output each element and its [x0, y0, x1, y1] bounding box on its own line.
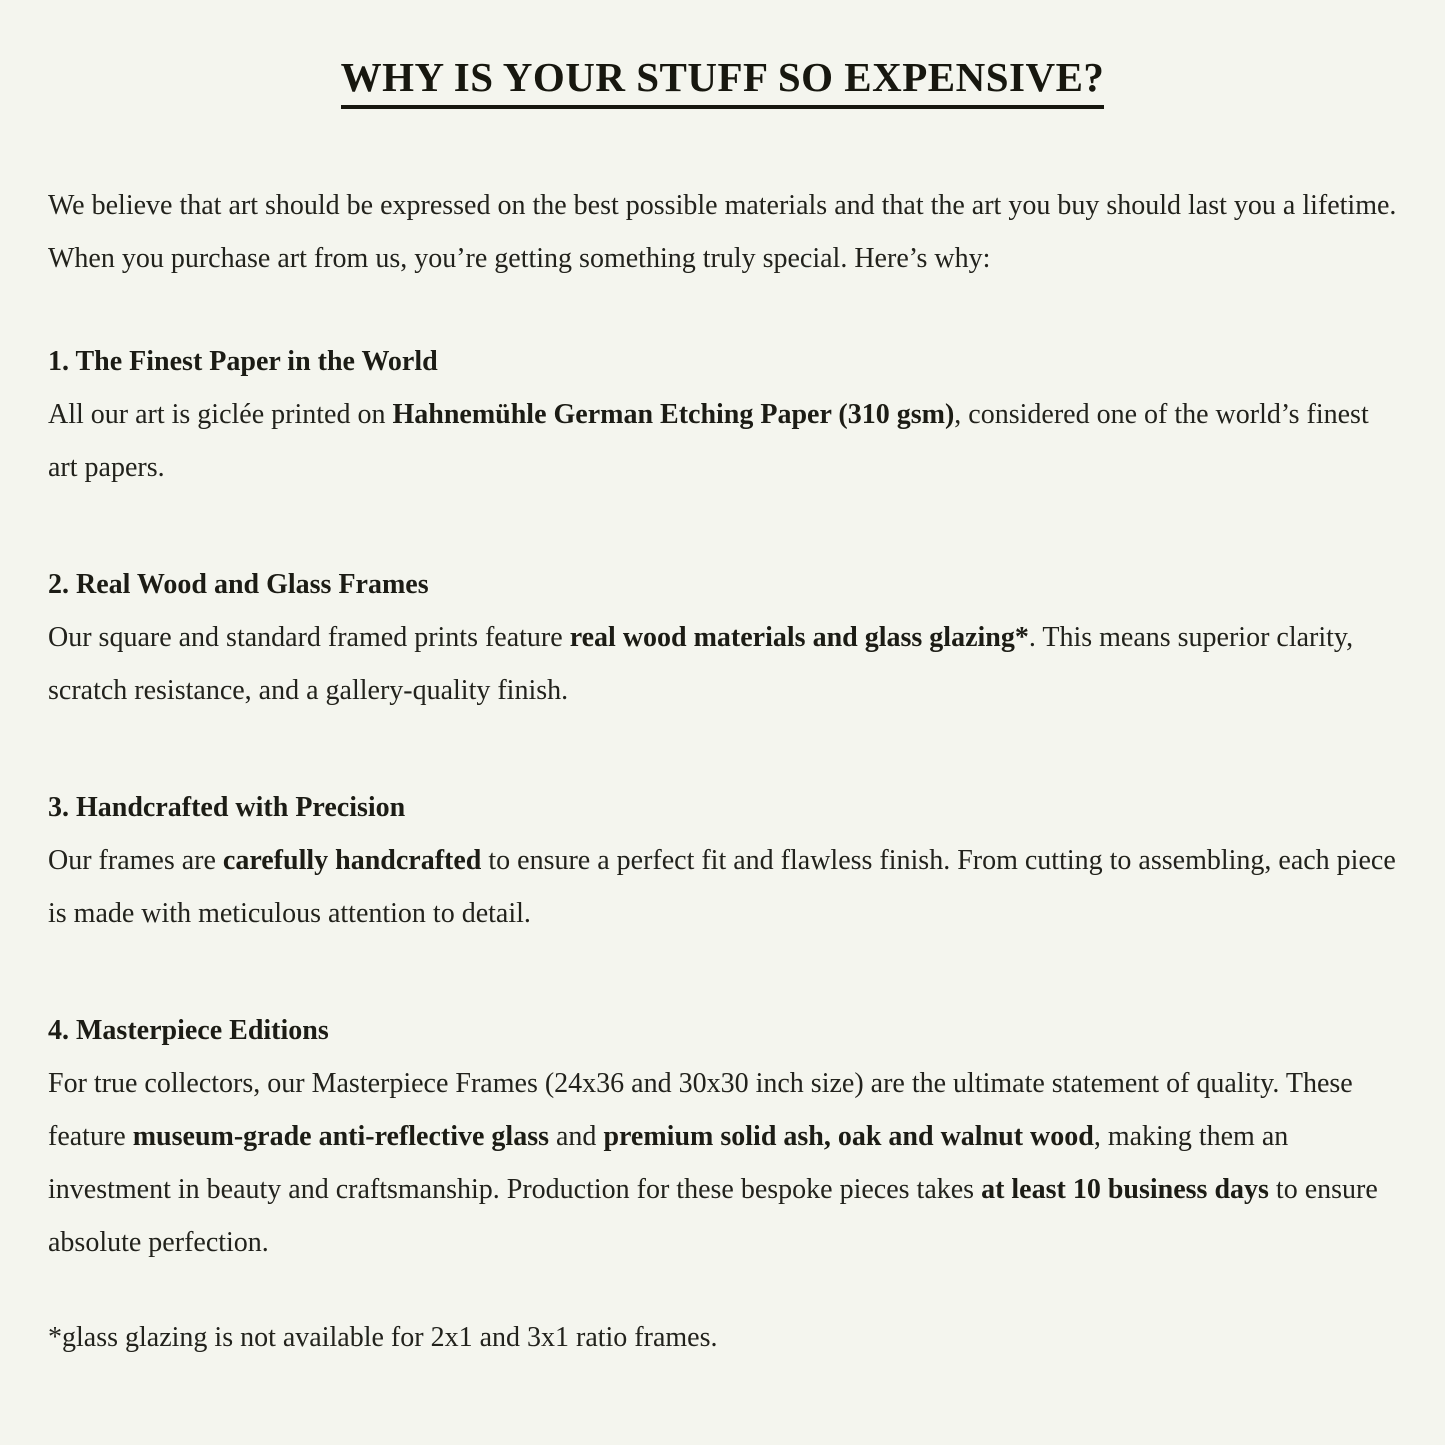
text-segment: to ensure absolute perfection.: [48, 1174, 1378, 1259]
section-heading: 4. Masterpiece Editions: [48, 1015, 329, 1047]
text-segment: , considered one of the world’s finest art papers.: [48, 399, 1369, 484]
text-segment-bold: premium solid ash, oak and walnut wood: [603, 1121, 1094, 1153]
text-segment-bold: Hahnemühle German Etching Paper (310 gsm): [392, 399, 955, 431]
text-segment: For true collectors, our Masterpiece Frames (24x36 and 30x30 inch size) are the ultimate statement of quality. These feature: [48, 1068, 1353, 1153]
section-body: [48, 834, 1397, 940]
text-segment: All our art is giclée printed on: [48, 399, 393, 431]
text-segment-bold: real wood materials and glass glazing*: [569, 622, 1029, 654]
text-segment: Our square and standard framed prints feature: [48, 622, 570, 654]
text-segment: , making them an investment in beauty and craftsmanship. Production for these bespoke pieces takes: [48, 1121, 1289, 1206]
text-segment: . This means superior clarity, scratch resistance, and a gallery-quality finish.: [48, 622, 1354, 707]
text-segment-bold: carefully handcrafted: [222, 845, 482, 877]
text-segment: and: [549, 1121, 604, 1153]
title-wrap: [48, 0, 1397, 109]
page-title: WHY IS YOUR STUFF SO EXPENSIVE?: [341, 54, 1105, 109]
footnote: *glass glazing is not available for 2x1 and 3x1 ratio frames.: [48, 1322, 718, 1354]
section-masterpiece-editions: [48, 1004, 1397, 1269]
section-heading: 1. The Finest Paper in the World: [48, 346, 438, 378]
section-heading: 2. Real Wood and Glass Frames: [48, 569, 429, 601]
section-finest-paper: [48, 335, 1397, 494]
section-heading: 3. Handcrafted with Precision: [48, 792, 406, 824]
text-segment: Our frames are: [48, 845, 223, 877]
section-body: [48, 611, 1397, 717]
section-body: [48, 388, 1397, 494]
text-segment-bold: museum-grade anti-reflective glass: [132, 1121, 549, 1153]
section-handcrafted: [48, 781, 1397, 940]
section-body: [48, 1057, 1397, 1269]
section-wood-glass-frames: [48, 558, 1397, 717]
text-segment: to ensure a perfect fit and flawless finish. From cutting to assembling, each piece is made with meticulous attention to detail.: [48, 845, 1396, 930]
text-segment-bold: at least 10 business days: [981, 1174, 1269, 1206]
intro-paragraph: We believe that art should be expressed on the best possible materials and that the art you buy should last you a lifetime. When you purchase art from us, you’re getting something truly special. Here’s why:: [48, 190, 1397, 275]
